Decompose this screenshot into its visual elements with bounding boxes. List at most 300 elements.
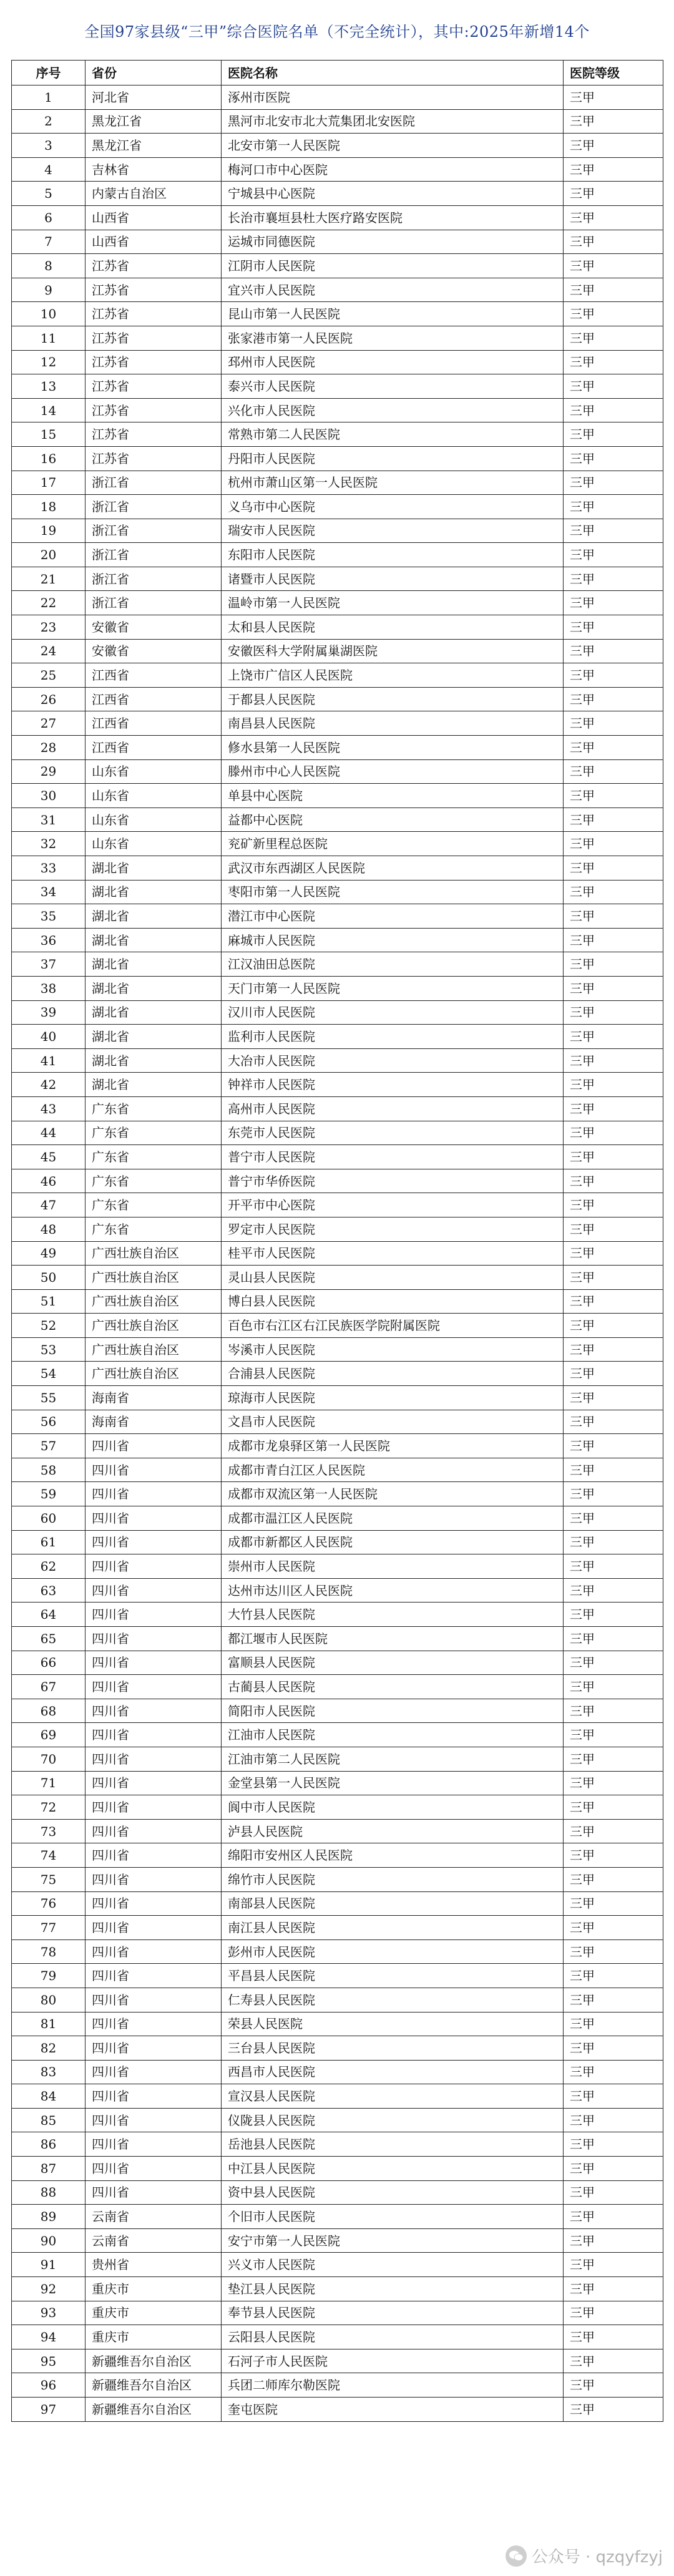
cell-grade: 三甲 [564, 1554, 663, 1579]
cell-province: 四川省 [85, 1891, 222, 1916]
cell-name: 南昌县人民医院 [222, 711, 564, 736]
cell-grade: 三甲 [564, 904, 663, 929]
cell-name: 黑河市北安市北大荒集团北安医院 [222, 109, 564, 134]
cell-name: 大冶市人民医院 [222, 1048, 564, 1073]
cell-no: 10 [12, 302, 85, 326]
table-row [12, 2084, 663, 2109]
cell-grade: 三甲 [564, 1217, 663, 1241]
page-title: 全国97家县级“三甲”综合医院名单（不完全统计），其中:2025年新增14个 [84, 22, 590, 41]
cell-name: 泰兴市人民医院 [222, 374, 564, 399]
cell-no: 22 [12, 591, 85, 615]
cell-province: 河北省 [85, 85, 222, 110]
cell-province: 湖北省 [85, 1048, 222, 1073]
cell-name: 成都市双流区第一人民医院 [222, 1482, 564, 1506]
cell-province: 山东省 [85, 759, 222, 784]
cell-province: 湖北省 [85, 1025, 222, 1049]
cell-name: 麻城市人民医院 [222, 928, 564, 952]
cell-no: 64 [12, 1603, 85, 1627]
table-row [12, 687, 663, 711]
cell-grade: 三甲 [564, 1723, 663, 1747]
table-row [12, 446, 663, 471]
cell-name: 阆中市人民医院 [222, 1795, 564, 1820]
table-row [12, 2132, 663, 2157]
table-row [12, 2036, 663, 2061]
table-header-row [12, 61, 663, 85]
cell-name: 兵团二师库尔勒医院 [222, 2373, 564, 2398]
cell-name: 泸县人民医院 [222, 1819, 564, 1843]
cell-province: 四川省 [85, 1795, 222, 1820]
cell-grade: 三甲 [564, 711, 663, 736]
cell-name: 高州市人民医院 [222, 1096, 564, 1121]
cell-province: 浙江省 [85, 519, 222, 543]
cell-province: 广东省 [85, 1217, 222, 1241]
cell-name: 罗定市人民医院 [222, 1217, 564, 1241]
cell-no: 30 [12, 784, 85, 808]
table-row [12, 1314, 663, 1338]
cell-province: 山西省 [85, 230, 222, 254]
cell-no: 25 [12, 663, 85, 688]
table-row [12, 134, 663, 158]
cell-grade: 三甲 [564, 1867, 663, 1891]
cell-province: 四川省 [85, 1819, 222, 1843]
cell-grade: 三甲 [564, 182, 663, 206]
cell-province: 四川省 [85, 1506, 222, 1531]
cell-province: 山东省 [85, 807, 222, 832]
cell-province: 湖北省 [85, 880, 222, 904]
cell-province: 四川省 [85, 1867, 222, 1891]
header-name: 医院名称 [222, 61, 564, 85]
cell-grade: 三甲 [564, 1025, 663, 1049]
table-row [12, 759, 663, 784]
cell-name: 南部县人民医院 [222, 1891, 564, 1916]
cell-grade: 三甲 [564, 374, 663, 399]
cell-province: 湖北省 [85, 928, 222, 952]
cell-no: 39 [12, 1000, 85, 1025]
cell-no: 86 [12, 2132, 85, 2157]
cell-no: 20 [12, 543, 85, 567]
cell-no: 85 [12, 2108, 85, 2132]
table-row [12, 1771, 663, 1795]
cell-grade: 三甲 [564, 1169, 663, 1193]
cell-no: 12 [12, 350, 85, 374]
cell-name: 金堂县第一人民医院 [222, 1771, 564, 1795]
cell-no: 42 [12, 1073, 85, 1097]
cell-grade: 三甲 [564, 1506, 663, 1531]
cell-no: 15 [12, 422, 85, 447]
cell-grade: 三甲 [564, 591, 663, 615]
cell-province: 四川省 [85, 2036, 222, 2061]
cell-no: 9 [12, 278, 85, 302]
cell-name: 云阳县人民医院 [222, 2325, 564, 2349]
cell-name: 个旧市人民医院 [222, 2205, 564, 2229]
cell-no: 5 [12, 182, 85, 206]
cell-name: 三台县人民医院 [222, 2036, 564, 2061]
cell-grade: 三甲 [564, 2325, 663, 2349]
cell-grade: 三甲 [564, 832, 663, 856]
cell-grade: 三甲 [564, 2349, 663, 2373]
cell-name: 诸暨市人民医院 [222, 567, 564, 591]
cell-no: 38 [12, 976, 85, 1000]
cell-province: 四川省 [85, 2060, 222, 2084]
cell-grade: 三甲 [564, 85, 663, 110]
cell-no: 50 [12, 1266, 85, 1290]
cell-no: 93 [12, 2301, 85, 2325]
cell-name: 潜江市中心医院 [222, 904, 564, 929]
cell-grade: 三甲 [564, 1651, 663, 1675]
cell-no: 6 [12, 205, 85, 230]
cell-no: 52 [12, 1314, 85, 1338]
table-row [12, 2253, 663, 2277]
table-row [12, 519, 663, 543]
cell-province: 四川省 [85, 2108, 222, 2132]
cell-name: 单县中心医院 [222, 784, 564, 808]
cell-no: 57 [12, 1434, 85, 1458]
cell-province: 内蒙古自治区 [85, 182, 222, 206]
cell-province: 四川省 [85, 2157, 222, 2181]
cell-province: 四川省 [85, 2012, 222, 2036]
cell-province: 四川省 [85, 1578, 222, 1603]
cell-province: 江苏省 [85, 350, 222, 374]
cell-no: 61 [12, 1530, 85, 1554]
cell-grade: 三甲 [564, 205, 663, 230]
cell-grade: 三甲 [564, 2012, 663, 2036]
cell-province: 云南省 [85, 2228, 222, 2253]
table-row [12, 711, 663, 736]
cell-no: 33 [12, 856, 85, 881]
cell-grade: 三甲 [564, 1337, 663, 1362]
cell-province: 云南省 [85, 2205, 222, 2229]
table-row [12, 1434, 663, 1458]
cell-name: 宁城县中心医院 [222, 182, 564, 206]
cell-province: 广西壮族自治区 [85, 1266, 222, 1290]
table-row [12, 736, 663, 760]
table-row [12, 2277, 663, 2301]
cell-province: 四川省 [85, 1988, 222, 2012]
cell-grade: 三甲 [564, 2108, 663, 2132]
cell-province: 黑龙江省 [85, 109, 222, 134]
cell-name: 普宁市人民医院 [222, 1145, 564, 1169]
table-row [12, 2373, 663, 2398]
cell-name: 北安市第一人民医院 [222, 134, 564, 158]
cell-province: 四川省 [85, 1554, 222, 1579]
table-row [12, 1603, 663, 1627]
cell-name: 富顺县人民医院 [222, 1651, 564, 1675]
cell-no: 23 [12, 615, 85, 640]
cell-no: 14 [12, 398, 85, 422]
cell-grade: 三甲 [564, 1121, 663, 1145]
table-row [12, 880, 663, 904]
cell-name: 宣汉县人民医院 [222, 2084, 564, 2109]
cell-grade: 三甲 [564, 278, 663, 302]
cell-province: 四川省 [85, 1651, 222, 1675]
cell-no: 45 [12, 1145, 85, 1169]
cell-name: 简阳市人民医院 [222, 1699, 564, 1723]
cell-province: 江西省 [85, 711, 222, 736]
cell-grade: 三甲 [564, 471, 663, 495]
cell-no: 53 [12, 1337, 85, 1362]
cell-grade: 三甲 [564, 2277, 663, 2301]
cell-province: 四川省 [85, 1747, 222, 1771]
cell-name: 于都县人民医院 [222, 687, 564, 711]
table-row [12, 1025, 663, 1049]
cell-no: 84 [12, 2084, 85, 2109]
cell-no: 71 [12, 1771, 85, 1795]
cell-province: 四川省 [85, 1939, 222, 1964]
cell-province: 四川省 [85, 1964, 222, 1988]
cell-grade: 三甲 [564, 1747, 663, 1771]
cell-grade: 三甲 [564, 952, 663, 977]
cell-name: 荣县人民医院 [222, 2012, 564, 2036]
table-row [12, 615, 663, 640]
cell-grade: 三甲 [564, 1939, 663, 1964]
cell-province: 新疆维吾尔自治区 [85, 2349, 222, 2373]
cell-province: 四川省 [85, 1723, 222, 1747]
table-row [12, 976, 663, 1000]
cell-no: 95 [12, 2349, 85, 2373]
table-row [12, 205, 663, 230]
cell-name: 资中县人民医院 [222, 2180, 564, 2205]
cell-grade: 三甲 [564, 567, 663, 591]
cell-no: 56 [12, 1410, 85, 1434]
cell-province: 四川省 [85, 1458, 222, 1482]
cell-no: 3 [12, 134, 85, 158]
cell-grade: 三甲 [564, 1916, 663, 1940]
watermark-text: 公众号 · qzqyfzyj [531, 2548, 663, 2567]
cell-grade: 三甲 [564, 976, 663, 1000]
cell-province: 江西省 [85, 736, 222, 760]
cell-grade: 三甲 [564, 615, 663, 640]
cell-name: 百色市右江区右江民族医学院附属医院 [222, 1314, 564, 1338]
table-row [12, 2301, 663, 2325]
cell-no: 11 [12, 326, 85, 350]
cell-grade: 三甲 [564, 1193, 663, 1217]
cell-no: 51 [12, 1289, 85, 1314]
cell-province: 湖北省 [85, 976, 222, 1000]
table-row [12, 1458, 663, 1482]
cell-no: 68 [12, 1699, 85, 1723]
cell-name: 天门市第一人民医院 [222, 976, 564, 1000]
cell-name: 仪陇县人民医院 [222, 2108, 564, 2132]
table-row [12, 784, 663, 808]
table-row [12, 1747, 663, 1771]
cell-province: 广东省 [85, 1169, 222, 1193]
cell-province: 广西壮族自治区 [85, 1362, 222, 1386]
cell-grade: 三甲 [564, 495, 663, 519]
cell-no: 13 [12, 374, 85, 399]
table-row [12, 1964, 663, 1988]
cell-name: 瑞安市人民医院 [222, 519, 564, 543]
cell-name: 岳池县人民医院 [222, 2132, 564, 2157]
cell-no: 8 [12, 254, 85, 278]
cell-no: 19 [12, 519, 85, 543]
cell-grade: 三甲 [564, 2157, 663, 2181]
cell-no: 82 [12, 2036, 85, 2061]
cell-no: 79 [12, 1964, 85, 1988]
cell-no: 80 [12, 1988, 85, 2012]
cell-province: 江西省 [85, 687, 222, 711]
table-row [12, 471, 663, 495]
cell-grade: 三甲 [564, 2301, 663, 2325]
cell-name: 西昌市人民医院 [222, 2060, 564, 2084]
cell-grade: 三甲 [564, 1314, 663, 1338]
cell-grade: 三甲 [564, 1482, 663, 1506]
cell-province: 四川省 [85, 1916, 222, 1940]
table-row [12, 1193, 663, 1217]
cell-no: 60 [12, 1506, 85, 1531]
table-row [12, 1651, 663, 1675]
cell-province: 广东省 [85, 1096, 222, 1121]
cell-name: 南江县人民医院 [222, 1916, 564, 1940]
table-row [12, 1121, 663, 1145]
cell-no: 58 [12, 1458, 85, 1482]
table-row [12, 254, 663, 278]
cell-no: 89 [12, 2205, 85, 2229]
table-row [12, 1506, 663, 1531]
table-row [12, 1843, 663, 1868]
cell-province: 重庆市 [85, 2277, 222, 2301]
cell-no: 91 [12, 2253, 85, 2277]
cell-grade: 三甲 [564, 350, 663, 374]
table-row [12, 807, 663, 832]
cell-grade: 三甲 [564, 1530, 663, 1554]
cell-name: 平昌县人民医院 [222, 1964, 564, 1988]
cell-province: 湖北省 [85, 1073, 222, 1097]
cell-name: 崇州市人民医院 [222, 1554, 564, 1579]
cell-province: 广西壮族自治区 [85, 1241, 222, 1266]
cell-grade: 三甲 [564, 1386, 663, 1410]
cell-grade: 三甲 [564, 880, 663, 904]
table-row [12, 182, 663, 206]
cell-name: 大竹县人民医院 [222, 1603, 564, 1627]
cell-province: 江西省 [85, 663, 222, 688]
cell-no: 96 [12, 2373, 85, 2398]
cell-grade: 三甲 [564, 1266, 663, 1290]
cell-name: 张家港市第一人民医院 [222, 326, 564, 350]
cell-province: 四川省 [85, 2180, 222, 2205]
table-row [12, 1867, 663, 1891]
table-row [12, 1289, 663, 1314]
cell-grade: 三甲 [564, 157, 663, 182]
cell-name: 涿州市医院 [222, 85, 564, 110]
cell-province: 湖北省 [85, 904, 222, 929]
cell-name: 上饶市广信区人民医院 [222, 663, 564, 688]
cell-name: 宜兴市人民医院 [222, 278, 564, 302]
table-row [12, 1554, 663, 1579]
cell-province: 广西壮族自治区 [85, 1289, 222, 1314]
cell-grade: 三甲 [564, 1843, 663, 1868]
cell-grade: 三甲 [564, 2228, 663, 2253]
cell-no: 97 [12, 2398, 85, 2422]
cell-province: 重庆市 [85, 2325, 222, 2349]
cell-name: 江油市第二人民医院 [222, 1747, 564, 1771]
cell-grade: 三甲 [564, 1362, 663, 1386]
cell-no: 40 [12, 1025, 85, 1049]
cell-grade: 三甲 [564, 398, 663, 422]
cell-no: 49 [12, 1241, 85, 1266]
table-row [12, 663, 663, 688]
table-row [12, 832, 663, 856]
cell-grade: 三甲 [564, 1434, 663, 1458]
cell-grade: 三甲 [564, 856, 663, 881]
cell-province: 江苏省 [85, 398, 222, 422]
cell-grade: 三甲 [564, 2373, 663, 2398]
table-row [12, 1073, 663, 1097]
cell-name: 古蔺县人民医院 [222, 1675, 564, 1699]
cell-province: 海南省 [85, 1410, 222, 1434]
cell-province: 四川省 [85, 1843, 222, 1868]
cell-name: 运城市同德医院 [222, 230, 564, 254]
cell-name: 都江堰市人民医院 [222, 1627, 564, 1651]
cell-province: 山西省 [85, 205, 222, 230]
cell-name: 兖矿新里程总医院 [222, 832, 564, 856]
table-row [12, 2205, 663, 2229]
cell-no: 63 [12, 1578, 85, 1603]
watermark [506, 2544, 663, 2567]
table-row [12, 1578, 663, 1603]
cell-no: 67 [12, 1675, 85, 1699]
cell-province: 海南省 [85, 1386, 222, 1410]
cell-name: 杭州市萧山区第一人民医院 [222, 471, 564, 495]
table-row [12, 1217, 663, 1241]
cell-grade: 三甲 [564, 2060, 663, 2084]
cell-no: 36 [12, 928, 85, 952]
table-row [12, 928, 663, 952]
cell-grade: 三甲 [564, 1891, 663, 1916]
cell-province: 浙江省 [85, 471, 222, 495]
cell-grade: 三甲 [564, 1819, 663, 1843]
table-row [12, 1627, 663, 1651]
cell-province: 江苏省 [85, 326, 222, 350]
cell-grade: 三甲 [564, 687, 663, 711]
table-row [12, 2180, 663, 2205]
cell-province: 四川省 [85, 2132, 222, 2157]
cell-grade: 三甲 [564, 928, 663, 952]
cell-grade: 三甲 [564, 1988, 663, 2012]
cell-name: 益都中心医院 [222, 807, 564, 832]
cell-no: 27 [12, 711, 85, 736]
cell-no: 7 [12, 230, 85, 254]
table-row [12, 1386, 663, 1410]
cell-province: 新疆维吾尔自治区 [85, 2373, 222, 2398]
cell-no: 73 [12, 1819, 85, 1843]
cell-grade: 三甲 [564, 230, 663, 254]
table-row [12, 230, 663, 254]
table-row [12, 1891, 663, 1916]
cell-no: 16 [12, 446, 85, 471]
cell-name: 桂平市人民医院 [222, 1241, 564, 1266]
cell-no: 90 [12, 2228, 85, 2253]
cell-province: 浙江省 [85, 495, 222, 519]
cell-no: 81 [12, 2012, 85, 2036]
cell-province: 四川省 [85, 1627, 222, 1651]
cell-name: 常熟市第二人民医院 [222, 422, 564, 447]
cell-province: 广东省 [85, 1121, 222, 1145]
cell-name: 达州市达川区人民医院 [222, 1578, 564, 1603]
cell-no: 1 [12, 85, 85, 110]
cell-name: 成都市青白江区人民医院 [222, 1458, 564, 1482]
cell-grade: 三甲 [564, 254, 663, 278]
cell-province: 贵州省 [85, 2253, 222, 2277]
cell-name: 江阴市人民医院 [222, 254, 564, 278]
cell-no: 48 [12, 1217, 85, 1241]
cell-grade: 三甲 [564, 1289, 663, 1314]
table-row [12, 1362, 663, 1386]
cell-no: 32 [12, 832, 85, 856]
table-row [12, 567, 663, 591]
table-row [12, 1819, 663, 1843]
cell-name: 成都市新都区人民医院 [222, 1530, 564, 1554]
header-no: 序号 [12, 61, 85, 85]
